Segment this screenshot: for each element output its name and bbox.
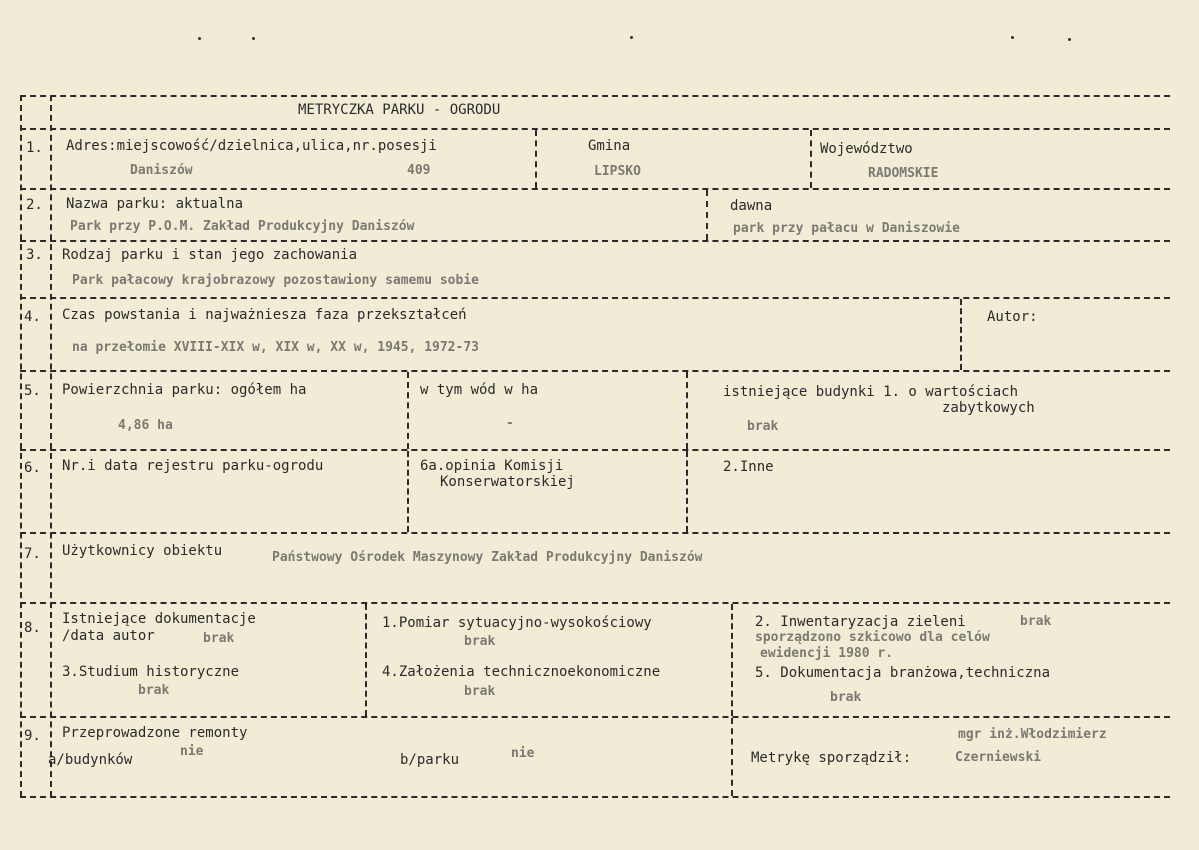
other-label: 2.Inne	[723, 459, 774, 475]
preparer-title: mgr inż.Włodzimierz	[958, 727, 1107, 742]
users-label: Użytkownicy obiektu	[62, 543, 223, 559]
former-name-label: dawna	[730, 198, 773, 214]
documentation-value: brak	[203, 631, 235, 646]
documentation-label-2: /data autor	[62, 628, 155, 644]
park-repairs-value: nie	[511, 746, 535, 761]
survey-label: 1.Pomiar sytuacyjno-wysokościowy	[382, 615, 652, 631]
row-number-6: 6.	[24, 460, 41, 476]
row-number-1: 1.	[26, 140, 43, 156]
rule-7	[20, 602, 1170, 604]
commission-opinion-label-1: 6a.opinia Komisji	[420, 458, 564, 474]
rule-5	[20, 449, 1170, 451]
commission-opinion-label-2: Konserwatorskiej	[440, 474, 575, 490]
documentation-label-1: Istniejące dokumentacje	[62, 611, 256, 627]
speck	[1011, 36, 1014, 39]
users-value: Państwowy Ośrodek Maszynowy Zakład Produkcyjny Daniszów	[272, 550, 703, 565]
house-number-value: 409	[407, 163, 431, 178]
row1-divider-a	[535, 130, 537, 188]
park-repairs-label: b/parku	[400, 752, 460, 768]
speck	[1068, 38, 1071, 41]
rule-4	[20, 370, 1170, 372]
former-name-value: park przy pałacu w Daniszowie	[733, 221, 960, 236]
park-name-value: Park przy P.O.M. Zakład Produkcyjny Daniszów	[70, 219, 415, 234]
address-label: Adres:miejscowość/dzielnica,ulica,nr.posesji	[66, 138, 437, 154]
water-area-label: w tym wód w ha	[420, 382, 539, 398]
row-number-4: 4.	[24, 309, 41, 325]
area-value: 4,86 ha	[118, 418, 173, 433]
row-number-9: 9.	[24, 728, 41, 744]
row6-divider-a	[407, 451, 409, 532]
row-number-2: 2.	[26, 197, 43, 213]
water-area-value: -	[506, 416, 514, 431]
tech-economic-value: brak	[464, 684, 496, 699]
voivodeship-value: RADOMSKIE	[868, 166, 939, 181]
row5-divider-b	[686, 372, 688, 449]
prepared-by-value: Czerniewski	[955, 750, 1042, 765]
num-column-divider	[50, 95, 52, 797]
row-number-8: 8.	[24, 620, 41, 636]
buildings-repairs-label: a/budynków	[48, 752, 133, 768]
greenery-inventory-note-1: sporządzono szkicowo dla celów	[755, 630, 990, 645]
border-left	[20, 95, 22, 797]
origin-label: Czas powstania i najważniesza faza przekształceń	[62, 307, 467, 323]
tech-economic-label: 4.Założenia technicznoekonomiczne	[382, 664, 661, 680]
row-number-7: 7.	[24, 546, 41, 562]
rule-6	[20, 532, 1170, 534]
row-number-3: 3.	[26, 247, 43, 263]
rule-2	[20, 240, 1170, 242]
park-name-label: Nazwa parku: aktualna	[66, 196, 244, 212]
rule-title	[20, 128, 1170, 130]
park-type-label: Rodzaj parku i stan jego zachowania	[62, 247, 358, 263]
row5-divider-a	[407, 372, 409, 449]
historic-buildings-label-2: zabytkowych	[942, 400, 1035, 416]
rule-top	[20, 95, 1170, 97]
speck	[252, 37, 255, 40]
gmina-value: LIPSKO	[594, 164, 641, 179]
greenery-inventory-label: 2. Inwentaryzacja zieleni	[755, 614, 966, 630]
form-title: METRYCZKA PARKU - OGRODU	[298, 102, 501, 118]
address-value: Daniszów	[130, 163, 193, 178]
voivodeship-label: Województwo	[820, 141, 913, 157]
row6-divider-b	[686, 451, 688, 532]
survey-value: brak	[464, 634, 496, 649]
author-label: Autor:	[987, 309, 1038, 325]
register-label: Nr.i data rejestru parku-ogrodu	[62, 458, 324, 474]
row2-divider	[706, 190, 708, 240]
row8-divider-a	[365, 604, 367, 716]
greenery-inventory-note-2: ewidencji 1980 r.	[760, 646, 894, 661]
historic-buildings-label-1: istniejące budynki 1. o wartościach	[723, 384, 1019, 400]
historical-study-label: 3.Studium historyczne	[62, 664, 240, 680]
greenery-inventory-value: brak	[1020, 614, 1052, 629]
branch-docs-value: brak	[830, 690, 862, 705]
area-label: Powierzchnia parku: ogółem ha	[62, 382, 307, 398]
speck	[198, 37, 201, 40]
rule-8	[20, 716, 1170, 718]
historic-buildings-value: brak	[747, 419, 779, 434]
prepared-by-label: Metrykę sporządził:	[751, 750, 912, 766]
row9-divider	[731, 718, 733, 796]
row-number-5: 5.	[24, 383, 41, 399]
rule-3	[20, 297, 1170, 299]
row8-divider-b	[731, 604, 733, 716]
park-type-value: Park pałacowy krajobrazowy pozostawiony samemu sobie	[72, 273, 479, 288]
repairs-label: Przeprowadzone remonty	[62, 725, 248, 741]
rule-bottom	[20, 796, 1170, 798]
branch-docs-label: 5. Dokumentacja branżowa,techniczna	[755, 665, 1051, 681]
buildings-repairs-value: nie	[180, 744, 204, 759]
speck	[630, 36, 633, 39]
historical-study-value: brak	[138, 683, 170, 698]
row1-divider-b	[810, 130, 812, 188]
rule-1	[20, 188, 1170, 190]
gmina-label: Gmina	[588, 138, 631, 154]
origin-value: na przełomie XVIII-XIX w, XIX w, XX w, 1945, 1972-73	[72, 340, 479, 355]
row4-divider	[960, 299, 962, 370]
